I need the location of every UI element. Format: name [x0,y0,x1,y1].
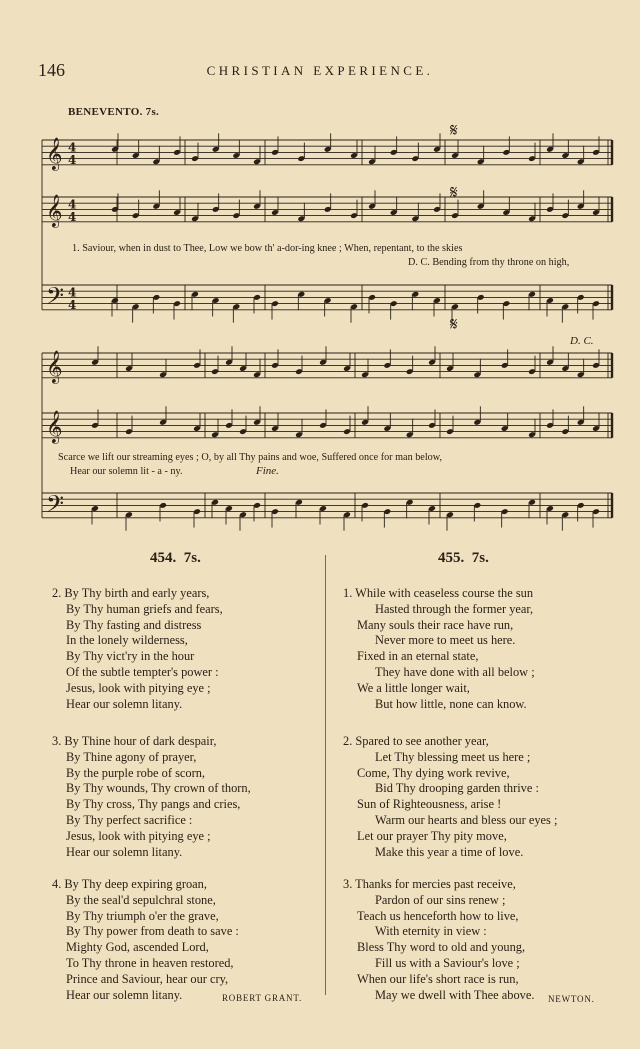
verse-line: Many souls their race have run, [357,617,514,632]
verse-line: Mighty God, ascended Lord, [66,940,209,955]
verse-line: By Thy wounds, Thy crown of thorn, [66,781,251,796]
lyrics-line-2: Scarce we lift our streaming eyes ; O, by all Thy pains and woe, Suffered once for man below, [58,452,442,463]
verse-line: Hasted through the former year, [375,601,534,616]
column-divider [325,555,326,995]
page-number: 146 [38,60,65,80]
verse-line: In the lonely wilderness, [66,633,188,648]
verse-line: By the purple robe of scorn, [66,765,206,780]
verse-line: Teach us henceforth how to live, [357,908,519,923]
verse-line: 2. By Thy birth and early years, [52,586,210,600]
verse-line: 1. While with ceaseless course the sun [343,586,534,600]
hymn-455-number: 455. [438,550,465,566]
verse-line: 3. By Thine hour of dark despair, [52,734,217,748]
treble-clef-icon: 𝄞 [46,409,63,443]
time-signature-icon: 4 [68,209,77,224]
verse-line: Jesus, look with pitying eye ; [66,828,211,843]
hymn-455-meter: 7s. [471,550,489,566]
verse-line: By Thy triumph o'er the grave, [66,908,219,923]
time-signature-icon: 4 [68,140,77,155]
bass-clef-icon: 𝄢 [46,281,65,315]
lyrics-line-2b: Hear our solemn lit - a - ny. [70,466,183,477]
time-signature-icon: 4 [68,152,77,167]
bass-clef-icon: 𝄢 [46,489,65,523]
verse-line: Hear our solemn litany. [66,987,183,1002]
verse-line: Bid Thy drooping garden thrive : [375,781,539,796]
verse-line: By Thy fasting and distress [66,617,202,632]
verse-line: Prince and Saviour, hear our cry, [66,971,229,986]
time-signature-icon: 4 [68,285,77,300]
verse-line: Sun of Righteousness, arise ! [357,797,502,812]
verse-line: By Thy human griefs and fears, [66,601,223,616]
hymn-454-author: ROBERT GRANT. [222,993,303,1003]
treble-clef-icon: 𝄞 [46,349,63,383]
verse-line: Make this year a time of love. [375,844,524,859]
verse-line: With eternity in view : [375,924,487,939]
fine-label: Fine. [256,465,279,477]
segno-icon: 𝄋 [450,314,458,335]
hymn-455-heading [438,550,489,567]
segno-icon: 𝄋 [450,182,458,203]
verse-line: To Thy throne in heaven restored, [66,955,234,970]
lyrics-dc-line: D. C. Bending from thy throne on high, [408,257,570,268]
stanza [52,877,239,1003]
treble-clef-icon: 𝄞 [46,136,63,170]
verse-line: Fill us with a Saviour's love ; [375,955,520,970]
stanza [52,734,251,860]
verse-line: By Thy cross, Thy pangs and cries, [66,797,241,812]
verse-line: Pardon of our sins renew ; [375,892,506,907]
segno-icon: 𝄋 [450,120,458,141]
stanza [343,877,534,1003]
verse-line: Come, Thy dying work revive, [357,765,510,780]
verse-line: Hear our solemn litany. [66,844,183,859]
verse-line: But how little, none can know. [375,696,527,711]
verse-line: 2. Spared to see another year, [343,734,489,748]
time-signature-icon: 4 [68,197,77,212]
verse-line: They have done with all below ; [375,664,535,679]
verse-line: By Thy vict'ry in the hour [66,649,195,664]
verse-line: Hear our solemn litany. [66,696,183,711]
verse-line: 4. By Thy deep expiring groan, [52,877,207,891]
verse-line: Jesus, look with pitying eye ; [66,680,211,695]
verse-line: Let our prayer Thy pity move, [357,828,507,843]
verse-line: By the seal'd sepulchral stone, [66,892,216,907]
verse-line: By Thine agony of prayer, [66,749,197,764]
hymn-454-number: 454. [150,550,177,566]
verse-line: We a little longer wait, [357,680,470,695]
stanza [52,586,223,712]
verse-line: 3. Thanks for mercies past receive, [343,877,516,891]
running-title: CHRISTIAN EXPERIENCE. [206,63,434,78]
stanza [343,586,535,712]
hymn-454-meter: 7s. [183,550,201,566]
verse-line: By Thy power from death to save : [66,924,239,939]
verse-line: Never more to meet us here. [375,633,516,648]
verse-line: By Thy perfect sacrifice : [66,812,193,827]
stanza [343,734,557,860]
lyrics-line-1: 1. Saviour, when in dust to Thee, Low we bow th' a-dor-ing knee ; When, repentant, to the skies [72,243,463,254]
verse-line: Let Thy blessing meet us here ; [375,749,531,764]
verse-line: Warm our hearts and bless our eyes ; [375,812,558,827]
time-signature-icon: 4 [68,297,77,312]
treble-clef-icon: 𝄞 [46,193,63,227]
tune-name: BENEVENTO. 7s. [68,106,160,118]
verse-line: May we dwell with Thee above. [375,987,535,1002]
verse-line: Fixed in an eternal state, [357,649,479,664]
hymn-454-heading [150,550,201,567]
hymn-455-author: NEWTON. [548,994,595,1004]
verse-line: When our life's short race is run, [357,971,519,986]
dc-label: D. C. [570,335,594,347]
verse-line: Bless Thy word to old and young, [357,940,526,955]
verse-line: Of the subtle tempter's power : [66,664,219,679]
